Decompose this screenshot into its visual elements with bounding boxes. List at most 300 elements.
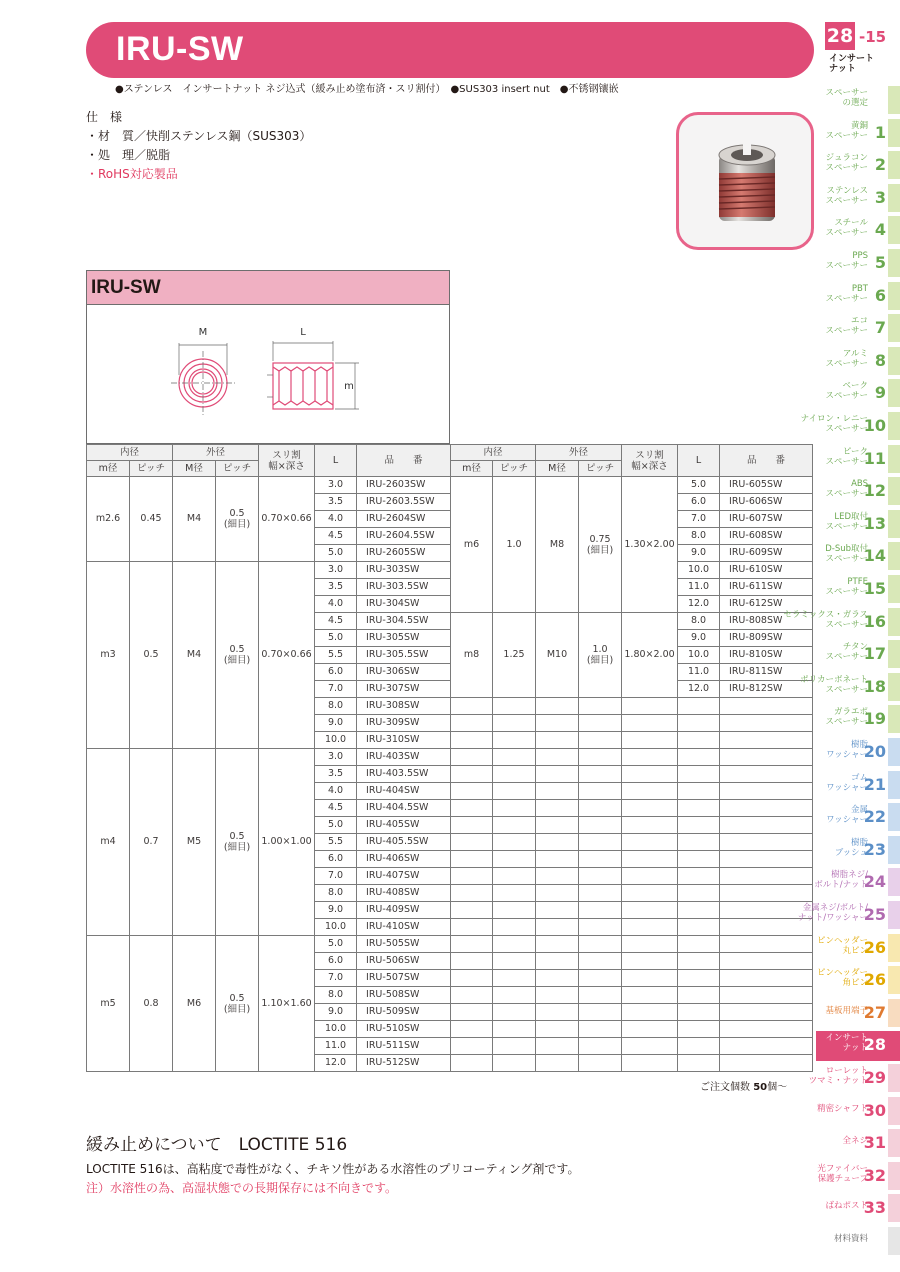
empty-cell xyxy=(579,749,622,766)
product-photo xyxy=(676,112,814,250)
sidebar-item-number: 12 xyxy=(863,481,886,501)
chapter-label xyxy=(829,54,874,74)
sidebar-label-line2: スペーサー xyxy=(825,521,868,532)
empty-cell xyxy=(678,715,720,732)
sidebar-item-number: 31 xyxy=(863,1133,886,1153)
empty-cell xyxy=(451,817,493,834)
sidebar-label-line1: スペーサー xyxy=(825,88,868,98)
outer-pitch-value: 0.5 xyxy=(229,831,245,842)
outer-pitch-value: 0.5 xyxy=(229,644,245,655)
part-number: IRU-509SW xyxy=(357,1004,451,1021)
empty-cell xyxy=(451,732,493,749)
sidebar-label-line1: 光ファイバー xyxy=(817,1163,868,1174)
header-inner: 内径 xyxy=(87,445,173,461)
length-value: 6.0 xyxy=(678,494,720,511)
header-inner: 内径 xyxy=(451,445,536,461)
empty-cell xyxy=(678,919,720,936)
empty-cell xyxy=(622,1055,678,1072)
sidebar-color-strip xyxy=(888,379,900,407)
empty-cell xyxy=(579,885,622,902)
empty-cell xyxy=(493,749,536,766)
sidebar-item-label xyxy=(800,675,868,695)
empty-cell xyxy=(720,1038,813,1055)
length-value: 9.0 xyxy=(315,715,357,732)
empty-cell xyxy=(622,834,678,851)
sidebar-item-label xyxy=(825,251,868,271)
empty-cell xyxy=(720,970,813,987)
empty-cell xyxy=(622,698,678,715)
empty-cell xyxy=(720,715,813,732)
sidebar-color-strip xyxy=(888,542,900,570)
empty-cell xyxy=(536,1055,579,1072)
sidebar-item-label xyxy=(817,1164,868,1184)
sidebar-item-label xyxy=(801,414,868,434)
sidebar-item-label xyxy=(825,479,868,499)
sidebar-item-label xyxy=(825,186,868,206)
empty-cell xyxy=(493,1038,536,1055)
length-value: 4.5 xyxy=(315,800,357,817)
empty-cell xyxy=(451,1021,493,1038)
sidebar-label-line1: チタン xyxy=(842,642,868,653)
empty-cell xyxy=(451,1004,493,1021)
empty-cell xyxy=(678,851,720,868)
empty-cell xyxy=(579,817,622,834)
sidebar-label-line2: スペーサー xyxy=(825,326,868,337)
empty-row xyxy=(451,902,813,919)
part-number: IRU-506SW xyxy=(357,953,451,970)
specs-treatment: ・処 理／脱脂 xyxy=(86,148,171,162)
length-value: 5.5 xyxy=(315,647,357,664)
part-number: IRU-404.5SW xyxy=(357,800,451,817)
sidebar-label-line2: 保護チューブ xyxy=(817,1173,868,1184)
empty-row xyxy=(451,715,813,732)
empty-cell xyxy=(720,834,813,851)
sidebar-item-label xyxy=(817,1104,868,1114)
sidebar-item-label xyxy=(825,642,868,662)
sidebar-item xyxy=(816,803,900,833)
length-value: 5.0 xyxy=(315,936,357,953)
length-value: 6.0 xyxy=(315,664,357,681)
sidebar-item-label xyxy=(825,153,868,173)
inner-pitch: 1.25 xyxy=(493,613,536,698)
empty-cell xyxy=(493,987,536,1004)
sidebar-color-strip xyxy=(888,803,900,831)
length-value: 7.0 xyxy=(315,970,357,987)
sidebar-item-number: 9 xyxy=(874,383,886,403)
table-row xyxy=(87,749,451,766)
empty-row xyxy=(451,766,813,783)
empty-cell xyxy=(720,1004,813,1021)
sidebar-label-line2: スペーサー xyxy=(825,619,868,630)
sidebar-item xyxy=(816,999,900,1029)
chapter-label-line1: インサート xyxy=(829,54,875,64)
chapter-number: 28 xyxy=(825,22,855,50)
sidebar-item-label xyxy=(825,284,868,304)
empty-cell xyxy=(678,1021,720,1038)
part-number: IRU-810SW xyxy=(720,647,813,664)
sidebar-color-strip xyxy=(888,1064,900,1092)
table-row xyxy=(87,477,451,494)
length-value: 10.0 xyxy=(315,919,357,936)
empty-cell xyxy=(493,885,536,902)
sidebar-item-number: 6 xyxy=(874,285,886,305)
sidebar-label-line1: PTFE xyxy=(847,577,868,587)
sidebar-label-line1: ステンレス xyxy=(826,185,868,196)
insert-nut-icon xyxy=(679,115,811,247)
header-length: L xyxy=(315,445,357,477)
sidebar-label-line1: 全ネジ xyxy=(842,1136,868,1147)
empty-cell xyxy=(720,800,813,817)
empty-cell xyxy=(536,953,579,970)
sidebar-color-strip xyxy=(888,216,900,244)
empty-cell xyxy=(720,851,813,868)
part-number: IRU-607SW xyxy=(720,511,813,528)
empty-row xyxy=(451,800,813,817)
empty-cell xyxy=(536,698,579,715)
header-part-number: 品 番 xyxy=(357,445,451,477)
empty-cell xyxy=(493,953,536,970)
part-number: IRU-505SW xyxy=(357,936,451,953)
sidebar-item xyxy=(816,477,900,507)
empty-row xyxy=(451,1021,813,1038)
empty-cell xyxy=(622,715,678,732)
empty-cell xyxy=(579,766,622,783)
outer-pitch-value: 0.75 xyxy=(589,533,611,545)
sidebar-item-label xyxy=(825,1006,868,1016)
sidebar-item xyxy=(816,771,900,801)
inner-pitch: 0.8 xyxy=(130,936,173,1072)
empty-cell xyxy=(493,834,536,851)
technical-drawing-icon xyxy=(87,305,449,443)
sidebar-label-line1: 樹脂ネジ/ xyxy=(831,870,868,881)
empty-cell xyxy=(493,715,536,732)
part-number: IRU-511SW xyxy=(357,1038,451,1055)
fine-thread-label: (細目) xyxy=(223,1003,251,1015)
sidebar-item-number: 4 xyxy=(874,220,886,240)
header-slit xyxy=(259,445,315,477)
sidebar-item xyxy=(816,868,900,898)
sidebar-label-line2: ナット xyxy=(842,1043,868,1054)
loctite-description xyxy=(86,1160,579,1198)
sidebar-item-label xyxy=(825,544,868,564)
empty-row xyxy=(451,1038,813,1055)
empty-cell xyxy=(720,1021,813,1038)
empty-cell xyxy=(536,902,579,919)
empty-cell xyxy=(720,936,813,953)
specifications xyxy=(86,108,311,184)
empty-cell xyxy=(579,868,622,885)
sidebar-label-line2: ボルト/ナット xyxy=(814,880,868,891)
empty-cell xyxy=(720,1055,813,1072)
sidebar-item-number: 25 xyxy=(863,905,886,924)
sidebar-item-number: 11 xyxy=(863,448,886,468)
length-value: 6.0 xyxy=(315,851,357,868)
sidebar-color-strip xyxy=(888,1097,900,1125)
sidebar-item-label xyxy=(825,88,868,108)
sidebar-item xyxy=(816,445,900,475)
empty-cell xyxy=(579,851,622,868)
sidebar-item xyxy=(800,673,900,703)
part-number: IRU-812SW xyxy=(720,681,813,698)
outer-diameter: M6 xyxy=(173,936,216,1072)
sidebar-label-line2: スペーサー xyxy=(825,261,868,271)
sidebar-label-line1: ナイロン・レニー xyxy=(800,414,868,424)
part-number: IRU-508SW xyxy=(357,987,451,1004)
length-value: 10.0 xyxy=(315,1021,357,1038)
sidebar-label-line2: スペーサー xyxy=(825,358,868,369)
sidebar-label-line1: ローレット xyxy=(825,1066,868,1076)
empty-cell xyxy=(678,1038,720,1055)
sidebar-item xyxy=(816,314,900,344)
sidebar-item-label xyxy=(825,121,868,141)
length-value: 4.5 xyxy=(315,528,357,545)
sidebar-item-label xyxy=(784,610,869,630)
sidebar-item xyxy=(816,510,900,540)
empty-cell xyxy=(451,919,493,936)
sidebar-label-line2: スペーサー xyxy=(825,684,868,695)
sidebar-item xyxy=(783,608,900,638)
length-value: 11.0 xyxy=(678,579,720,596)
sidebar-item-label xyxy=(825,381,868,401)
sidebar-item-number: 17 xyxy=(863,644,886,664)
sidebar-color-strip xyxy=(888,119,900,147)
outer-pitch xyxy=(579,477,622,613)
outer-pitch xyxy=(216,749,259,936)
slit-size: 0.70×0.66 xyxy=(259,562,315,749)
part-number: IRU-310SW xyxy=(357,732,451,749)
empty-cell xyxy=(536,783,579,800)
sidebar-color-strip xyxy=(888,86,900,114)
empty-cell xyxy=(720,783,813,800)
outer-pitch-value: 0.5 xyxy=(229,508,245,519)
outer-pitch xyxy=(579,613,622,698)
empty-cell xyxy=(451,834,493,851)
length-value: 12.0 xyxy=(678,681,720,698)
empty-cell xyxy=(720,732,813,749)
sidebar-color-strip xyxy=(888,412,900,440)
empty-cell xyxy=(451,715,493,732)
empty-cell xyxy=(622,970,678,987)
empty-cell xyxy=(579,1055,622,1072)
empty-cell xyxy=(451,800,493,817)
empty-row xyxy=(451,868,813,885)
sidebar-item-label xyxy=(825,577,868,597)
sidebar-item-label xyxy=(814,870,868,890)
sidebar-color-strip xyxy=(888,705,900,733)
sidebar-item-label xyxy=(825,218,868,238)
specs-rohs: ・RoHS対応製品 xyxy=(86,167,178,181)
sidebar-item xyxy=(816,184,900,214)
sidebar-item xyxy=(816,575,900,605)
empty-row xyxy=(451,987,813,1004)
empty-cell xyxy=(536,1038,579,1055)
empty-row xyxy=(451,919,813,936)
inner-pitch: 1.0 xyxy=(493,477,536,613)
length-value: 3.0 xyxy=(315,562,357,579)
part-number: IRU-307SW xyxy=(357,681,451,698)
sidebar-color-strip xyxy=(888,771,900,799)
empty-cell xyxy=(493,902,536,919)
sidebar-item xyxy=(816,542,900,572)
empty-cell xyxy=(622,936,678,953)
sidebar-label-line1: ゴム xyxy=(850,772,868,783)
empty-cell xyxy=(622,987,678,1004)
empty-cell xyxy=(536,749,579,766)
empty-cell xyxy=(622,902,678,919)
sidebar-color-strip xyxy=(888,1162,900,1190)
part-number: IRU-811SW xyxy=(720,664,813,681)
empty-cell xyxy=(579,919,622,936)
empty-cell xyxy=(536,868,579,885)
sidebar-item xyxy=(816,86,900,116)
empty-cell xyxy=(678,766,720,783)
length-value: 3.0 xyxy=(315,749,357,766)
sidebar-item-number: 20 xyxy=(863,742,886,761)
sidebar-label-line2: スペーサー xyxy=(825,195,868,206)
sidebar-item-label xyxy=(834,1234,868,1244)
table-title: IRU-SW xyxy=(91,277,161,298)
part-number: IRU-507SW xyxy=(357,970,451,987)
order-note-label: ご注文個数 xyxy=(700,1082,750,1093)
sidebar-item-number: 29 xyxy=(863,1068,886,1087)
empty-cell xyxy=(451,885,493,902)
page-number: -15 xyxy=(859,28,887,46)
empty-cell xyxy=(678,817,720,834)
sidebar-item-number: 1 xyxy=(874,122,886,142)
sidebar-item-number: 7 xyxy=(874,318,886,338)
sidebar-label-line2: スペーサー xyxy=(825,293,868,304)
empty-cell xyxy=(493,919,536,936)
empty-cell xyxy=(678,868,720,885)
inner-pitch: 0.5 xyxy=(130,562,173,749)
empty-cell xyxy=(536,1004,579,1021)
length-value: 8.0 xyxy=(315,885,357,902)
empty-cell xyxy=(536,885,579,902)
chapter-tab xyxy=(821,22,900,78)
length-value: 5.5 xyxy=(315,834,357,851)
empty-cell xyxy=(678,902,720,919)
empty-row xyxy=(451,885,813,902)
sidebar-item xyxy=(816,1129,900,1159)
sidebar-item xyxy=(816,640,900,670)
dimension-drawing xyxy=(86,305,450,444)
part-number: IRU-606SW xyxy=(720,494,813,511)
sidebar-label-line1: 材料資料 xyxy=(833,1234,868,1244)
table-row xyxy=(451,477,813,494)
length-value: 8.0 xyxy=(678,613,720,630)
empty-cell xyxy=(579,1021,622,1038)
sidebar-item xyxy=(816,1097,900,1127)
length-value: 5.0 xyxy=(315,817,357,834)
empty-cell xyxy=(720,817,813,834)
empty-cell xyxy=(622,851,678,868)
empty-cell xyxy=(678,1055,720,1072)
sidebar-item-label xyxy=(826,740,868,760)
part-number: IRU-808SW xyxy=(720,613,813,630)
sidebar-item xyxy=(816,216,900,246)
sidebar-item-label xyxy=(798,903,868,923)
sidebar-item xyxy=(816,119,900,149)
sidebar-label-line1: PBT xyxy=(851,283,868,294)
length-value: 3.0 xyxy=(315,477,357,494)
sidebar-item-number: 21 xyxy=(863,774,886,794)
sidebar-color-strip xyxy=(888,901,900,929)
sidebar-label-line1: ガラエポ xyxy=(833,707,868,718)
sidebar-label-line1: エコ xyxy=(850,316,868,327)
sidebar-label-line2: ワッシャー xyxy=(826,782,868,793)
length-value: 8.0 xyxy=(678,528,720,545)
length-value: 3.5 xyxy=(315,494,357,511)
header-outer: 外径 xyxy=(536,445,622,461)
length-value: 4.0 xyxy=(315,596,357,613)
empty-cell xyxy=(451,749,493,766)
sidebar-label-line1: ピンヘッダー xyxy=(816,968,868,979)
part-number: IRU-809SW xyxy=(720,630,813,647)
sidebar-color-strip xyxy=(888,640,900,668)
sidebar-item xyxy=(816,1031,900,1061)
empty-cell xyxy=(678,698,720,715)
sidebar-label-line2: 丸ピン xyxy=(842,945,868,956)
header-outer-pitch: ピッチ xyxy=(579,461,622,477)
sidebar-item-label xyxy=(825,1201,868,1211)
sidebar-item-label xyxy=(825,512,868,532)
empty-cell xyxy=(579,936,622,953)
sidebar-label-line2: の選定 xyxy=(842,98,868,108)
empty-cell xyxy=(678,1004,720,1021)
sidebar-item xyxy=(816,249,900,279)
sidebar-item-label xyxy=(825,316,868,336)
empty-cell xyxy=(536,851,579,868)
empty-cell xyxy=(493,1021,536,1038)
part-number: IRU-406SW xyxy=(357,851,451,868)
empty-cell xyxy=(579,1004,622,1021)
empty-cell xyxy=(451,953,493,970)
header-length: L xyxy=(678,445,720,477)
empty-cell xyxy=(451,698,493,715)
empty-cell xyxy=(678,834,720,851)
empty-cell xyxy=(493,936,536,953)
sidebar-item xyxy=(816,934,900,964)
part-number: IRU-610SW xyxy=(720,562,813,579)
sidebar-item xyxy=(808,1064,900,1094)
header-outer: 外径 xyxy=(173,445,259,461)
fine-thread-label: (細目) xyxy=(223,842,251,853)
inner-diameter: m3 xyxy=(87,562,130,749)
empty-cell xyxy=(579,1038,622,1055)
empty-cell xyxy=(493,970,536,987)
slit-size: 1.10×1.60 xyxy=(259,936,315,1072)
sidebar-label-line1: ばねポスト xyxy=(825,1201,868,1212)
header-M-dia: M径 xyxy=(536,461,579,477)
length-value: 11.0 xyxy=(678,664,720,681)
length-value: 8.0 xyxy=(315,698,357,715)
sidebar-label-line1: 樹脂 xyxy=(850,837,868,848)
empty-cell xyxy=(493,868,536,885)
sidebar-color-strip xyxy=(888,836,900,864)
sidebar-item-number: 15 xyxy=(863,579,886,598)
empty-cell xyxy=(622,885,678,902)
empty-row xyxy=(451,698,813,715)
empty-row xyxy=(451,1004,813,1021)
part-number: IRU-303.5SW xyxy=(357,579,451,596)
empty-cell xyxy=(493,1055,536,1072)
outer-pitch xyxy=(216,936,259,1072)
part-number: IRU-305SW xyxy=(357,630,451,647)
part-number: IRU-612SW xyxy=(720,596,813,613)
sidebar-color-strip xyxy=(888,673,900,701)
sidebar-color-strip xyxy=(888,477,900,505)
sidebar-item-number: 10 xyxy=(863,416,886,435)
